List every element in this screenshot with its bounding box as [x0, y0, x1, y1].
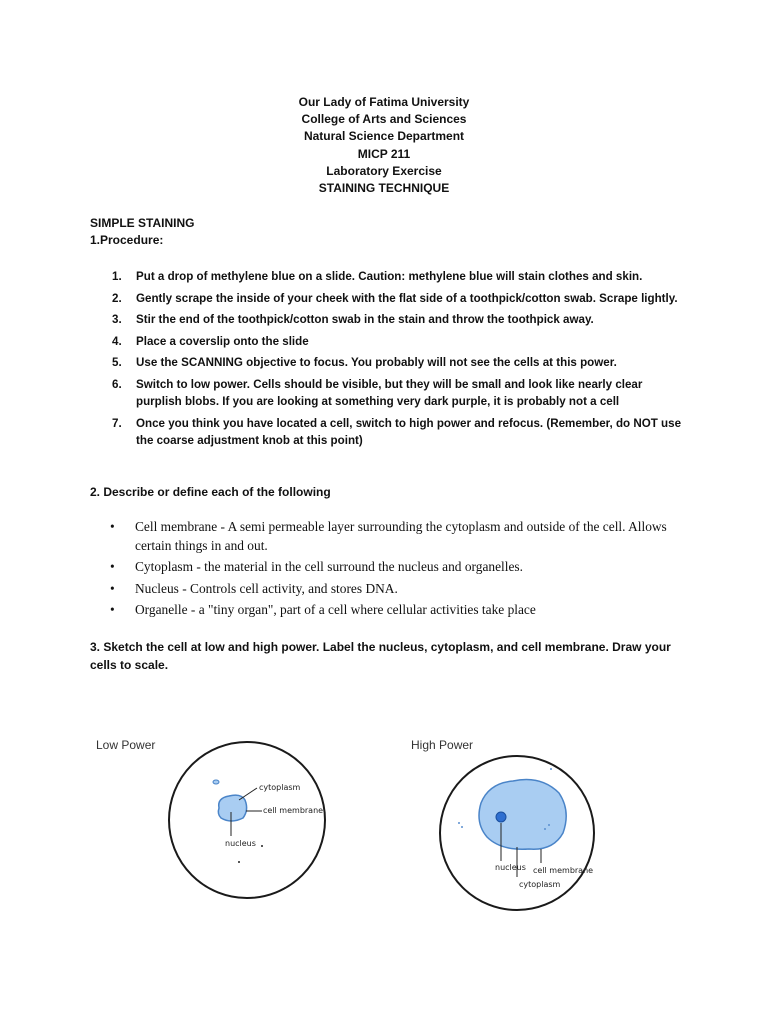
document-header — [0, 94, 768, 197]
speck — [261, 845, 263, 847]
procedure-step: 6. Switch to low power. Cells should be visible, but they will be small and look like nearly clear purplish blobs. If you are looking at something very dark purple, it is probably not a cell — [112, 377, 643, 408]
exercise-type: Laboratory Exercise — [326, 163, 442, 178]
procedure-step: 2. Gently scrape the inside of your cheek with the flat side of a toothpick/cotton swab. Scrape lightly. — [112, 291, 678, 305]
low-cell — [218, 795, 246, 821]
speck — [458, 822, 460, 824]
speck — [461, 826, 463, 828]
speck — [544, 828, 546, 830]
low-power-label: Low Power — [96, 738, 156, 752]
section-describe-title: 2. Describe or define each of the following — [90, 485, 331, 499]
low-cytoplasm-label: cytoplasm — [259, 783, 301, 792]
course-code: MICP 211 — [357, 146, 411, 161]
definition-item: • Cytoplasm - the material in the cell surround the nucleus and organelles. — [110, 558, 670, 577]
section-sketch-title: 3. Sketch the cell at low and high power. Label the nucleus, cytoplasm, and cell membrane. Draw your cells to scale. — [90, 640, 671, 672]
procedure-step: 5. Use the SCANNING objective to focus. You probably will not see the cells at this power. — [112, 356, 617, 369]
high-nucleus — [496, 812, 506, 822]
department-name: Natural Science Department — [303, 129, 465, 144]
speck — [550, 768, 552, 770]
procedure-step: 1. Put a drop of methylene blue on a slide. Caution: methylene blue will stain clothes and skin. — [112, 270, 643, 283]
high-membrane-label: cell membrane — [533, 866, 594, 875]
microscope-field-circle — [169, 742, 325, 898]
section-simple-staining-title: SIMPLE STAINING — [90, 216, 195, 230]
high-nucleus-label: nucleus — [495, 863, 526, 872]
high-power-sketch — [437, 753, 597, 913]
university-name: Our Lady of Fatima University — [298, 95, 470, 109]
bullet: • — [110, 519, 115, 534]
definition-item: • Cell membrane - A semi permeable layer surrounding the cytoplasm and outside of the cell. Allows certain things in and out. — [110, 519, 667, 553]
procedure-list — [90, 268, 690, 454]
bullet: • — [110, 602, 115, 617]
procedure-step: 4. Place a coverslip onto the slide — [112, 334, 309, 348]
cytoplasm-pointer — [239, 788, 257, 800]
high-power-label: High Power — [411, 738, 474, 752]
low-membrane-label: cell membrane — [263, 806, 324, 815]
procedure-step: 3. Stir the end of the toothpick/cotton swab in the stain and throw the toothpick away. — [112, 313, 594, 326]
definitions-list — [110, 518, 670, 623]
speck — [284, 887, 286, 889]
definition-item: • Nucleus - Controls cell activity, and stores DNA. — [110, 580, 670, 599]
procedure-heading: 1.Procedure: — [90, 233, 164, 247]
speck — [548, 824, 550, 826]
low-nucleus-label: nucleus — [225, 839, 256, 848]
speck — [238, 861, 240, 863]
exercise-title: STAINING TECHNIQUE — [318, 181, 450, 196]
procedure-step: 7. Once you think you have located a cell, switch to high power and refocus. (Remember, do NOT use the coarse adjustment knob at this point) — [112, 416, 682, 447]
college-name: College of Arts and Sciences — [301, 112, 467, 127]
bullet: • — [110, 559, 115, 574]
high-cell — [479, 780, 566, 850]
high-cytoplasm-label: cytoplasm — [519, 880, 561, 889]
small-blob — [213, 780, 219, 784]
definition-item: • Organelle - a "tiny organ", part of a cell where cellular activities take place — [110, 601, 670, 620]
bullet: • — [110, 580, 115, 596]
low-power-sketch — [165, 738, 330, 903]
